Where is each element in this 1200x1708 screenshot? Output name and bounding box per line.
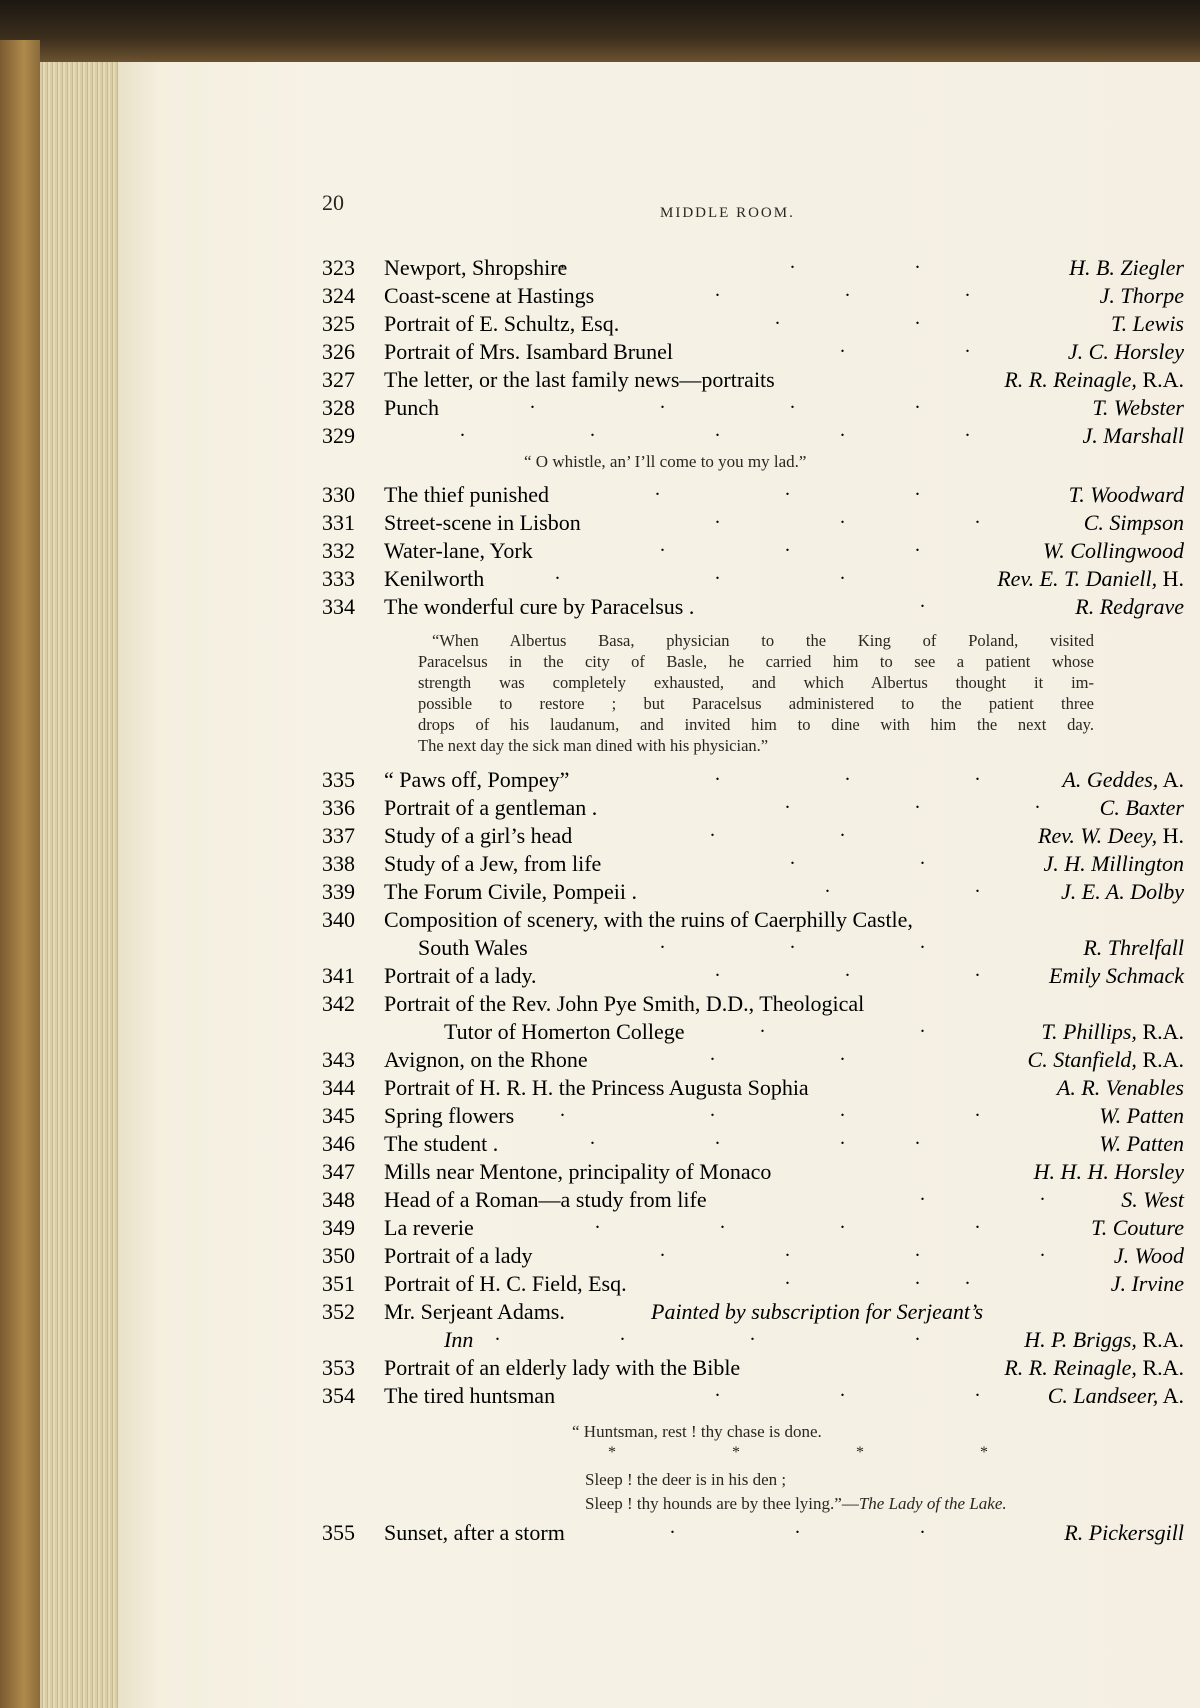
entry-number: 330 <box>322 482 355 507</box>
leader-dot: . <box>715 1127 766 1149</box>
leader-dot: . <box>715 419 766 441</box>
artist-name: T. Couture <box>1091 1215 1184 1240</box>
entry-number: 334 <box>322 594 355 619</box>
quote-354-stars: * * * * <box>608 1444 1044 1461</box>
leader-dot: . <box>975 959 1026 981</box>
entry-title: Portrait of a lady <box>384 1243 533 1268</box>
entry-number: 324 <box>322 283 355 308</box>
entry-title: Newport, Shropshire <box>384 255 568 280</box>
entry-number: 343 <box>322 1047 355 1072</box>
entry-title-continued: South Wales <box>418 935 528 960</box>
entry-number: 325 <box>322 311 355 336</box>
artist-name: Rev. W. Deey, <box>1038 823 1158 848</box>
leader-dot: . <box>555 562 606 584</box>
artist-name: W. Patten <box>1099 1103 1184 1128</box>
artist-name: H. B. Ziegler <box>1069 255 1184 280</box>
entry-artist <box>1069 255 1184 281</box>
entry-number: 353 <box>322 1355 355 1380</box>
artist-name: R. R. Reinagle, <box>1004 367 1137 392</box>
entry-artist <box>1043 538 1184 564</box>
artist-honours: H. <box>1157 823 1184 848</box>
artist-name: Emily Schmack <box>1049 963 1184 988</box>
entry-title: Mr. Serjeant Adams. <box>384 1299 565 1324</box>
entry-artist <box>1099 1103 1184 1129</box>
quote-354-source: The Lady of the Lake. <box>858 1494 1007 1513</box>
leader-dot: . <box>840 1379 891 1401</box>
artist-honours: R.A. <box>1136 367 1184 392</box>
artist-honours: R.A. <box>1136 1047 1184 1072</box>
note-334 <box>418 630 1094 756</box>
entry-title-italic: Painted by subscription for Serjeant’s <box>651 1299 984 1324</box>
entry-title: Sunset, after a storm <box>384 1520 565 1545</box>
entry-artist <box>1057 1075 1184 1101</box>
entry-title: Mills near Mentone, principality of Monaco <box>384 1159 772 1184</box>
leader-dot: . <box>795 1516 846 1538</box>
entry-title: Portrait of a lady. <box>384 963 537 988</box>
entry-title-continued: Inn <box>444 1327 474 1352</box>
leader-dot: . <box>560 251 611 273</box>
quote-329: “ O whistle, an’ I’ll come to you my lad.” <box>524 452 807 471</box>
artist-name: R. Redgrave <box>1075 594 1184 619</box>
entry-title: Portrait of an elderly lady with the Bible <box>384 1355 741 1380</box>
page-header: MIDDLE ROOM. <box>660 205 795 221</box>
leader-dot: . <box>790 251 841 273</box>
artist-name: T. Phillips, <box>1041 1019 1137 1044</box>
leader-dot: . <box>840 562 891 584</box>
artist-honours: R.A. <box>1136 1019 1184 1044</box>
leader-dot: . <box>790 847 841 869</box>
leader-dot: . <box>460 419 511 441</box>
leader-dot: . <box>845 959 896 981</box>
entry-title: Avignon, on the Rhone <box>384 1047 588 1072</box>
leader-dot: . <box>920 1516 971 1538</box>
leader-dot: . <box>715 279 766 301</box>
leader-dot: . <box>1040 1239 1091 1261</box>
artist-name: S. West <box>1121 1187 1184 1212</box>
leader-dot: . <box>660 534 711 556</box>
leader-dot: . <box>845 279 896 301</box>
leader-dot: . <box>595 1211 646 1233</box>
artist-name: T. Webster <box>1092 395 1184 420</box>
artist-name: Rev. E. T. Daniell, <box>997 566 1158 591</box>
artist-name: J. C. Horsley <box>1067 339 1184 364</box>
leader-dot: . <box>920 1183 971 1205</box>
artist-name: R. R. Reinagle, <box>1004 1355 1137 1380</box>
leader-dot: . <box>710 1099 761 1121</box>
entry-number: 333 <box>322 566 355 591</box>
leader-dot: . <box>715 562 766 584</box>
leader-dot: . <box>975 506 1026 528</box>
entry-title: Portrait of the Rev. John Pye Smith, D.D., Theological <box>384 991 865 1016</box>
artist-name: C. Stanfield, <box>1027 1047 1137 1072</box>
entry-artist <box>1084 510 1184 536</box>
note-line: strength was completely exhausted, and which Albertus thought it im- <box>418 673 1094 692</box>
entry-title: Portrait of H. C. Field, Esq. <box>384 1271 627 1296</box>
leader-dot: . <box>1040 1183 1091 1205</box>
leader-dot: . <box>785 1239 836 1261</box>
entry-title: Portrait of a gentleman . <box>384 795 598 820</box>
artist-name: J. Marshall <box>1082 423 1184 448</box>
artist-name: J. H. Millington <box>1043 851 1184 876</box>
entry-number: 342 <box>322 991 355 1016</box>
artist-name: A. Geddes, <box>1062 767 1159 792</box>
leader-dot: . <box>915 391 966 413</box>
leader-dot: . <box>760 1015 811 1037</box>
entry-artist <box>1083 423 1184 449</box>
note-line: The next day the sick man dined with his physician.” <box>418 736 769 755</box>
leader-dot: . <box>965 335 1016 357</box>
artist-name: T. Woodward <box>1068 482 1184 507</box>
leader-dot: . <box>915 1323 966 1345</box>
leader-dot: . <box>495 1323 546 1345</box>
entry-title: The thief punished <box>384 482 549 507</box>
entry-number: 355 <box>322 1520 355 1545</box>
leader-dot: . <box>840 1043 891 1065</box>
entry-title: The Forum Civile, Pompeii . <box>384 879 637 904</box>
artist-honours: R.A. <box>1136 1327 1184 1352</box>
leader-dot: . <box>965 279 1016 301</box>
leader-dot: . <box>975 1379 1026 1401</box>
entry-artist <box>997 566 1184 592</box>
leader-dot: . <box>530 391 581 413</box>
entry-title: Portrait of Mrs. Isambard Brunel <box>384 339 673 364</box>
leader-dot: . <box>915 251 966 273</box>
leader-dot: . <box>785 791 836 813</box>
entry-artist <box>1100 283 1184 309</box>
entry-artist <box>1111 311 1184 337</box>
entry-number: 327 <box>322 367 355 392</box>
entry-title: “ Paws off, Pompey” <box>384 767 570 792</box>
artist-name: H. H. H. Horsley <box>1033 1159 1184 1184</box>
entry-number: 328 <box>322 395 355 420</box>
page-edges <box>40 62 130 1708</box>
leader-dot: . <box>845 763 896 785</box>
artist-name: R. Threlfall <box>1083 935 1184 960</box>
quote-354-line2: Sleep ! the deer is in his den ; <box>585 1470 787 1489</box>
entry-title: The tired huntsman <box>384 1383 556 1408</box>
leader-dot: . <box>715 506 766 528</box>
artist-name: C. Simpson <box>1083 510 1184 535</box>
entry-number: 349 <box>322 1215 355 1240</box>
entry-artist <box>1048 1383 1184 1409</box>
note-line: drops of his laudanum, and invited him to dine with him the next day. <box>418 715 1094 734</box>
artist-name: J. Wood <box>1113 1243 1184 1268</box>
quote-354-text: Sleep ! thy hounds are by thee lying.”— <box>585 1494 859 1513</box>
leader-dot: . <box>840 1127 891 1149</box>
leader-dot: . <box>915 1239 966 1261</box>
leader-dot: . <box>965 419 1016 441</box>
artist-honours: R.A. <box>1136 1355 1184 1380</box>
leader-dot: . <box>715 959 766 981</box>
leader-dot: . <box>920 931 971 953</box>
entry-number: 339 <box>322 879 355 904</box>
entry-artist <box>1068 339 1184 365</box>
entry-artist <box>1024 1327 1184 1353</box>
entry-title: Punch <box>384 395 439 420</box>
entry-number: 341 <box>322 963 355 988</box>
leader-dot: . <box>915 1267 966 1289</box>
entry-title: Head of a Roman—a study from life <box>384 1187 707 1212</box>
entry-title: Coast-scene at Hastings <box>384 283 595 308</box>
artist-honours: A. <box>1158 767 1184 792</box>
entry-artist <box>1075 594 1184 620</box>
leader-dot: . <box>710 819 761 841</box>
artist-name: A. R. Venables <box>1056 1075 1184 1100</box>
leader-dot: . <box>785 478 836 500</box>
artist-name: H. P. Briggs, <box>1024 1327 1137 1352</box>
leader-dot: . <box>670 1516 721 1538</box>
artist-name: R. Pickersgill <box>1064 1520 1184 1545</box>
entry-artist <box>1100 795 1184 821</box>
leader-dot: . <box>965 1267 1016 1289</box>
entry-number: 345 <box>322 1103 355 1128</box>
entry-artist <box>1121 1187 1184 1213</box>
entry-number: 329 <box>322 423 355 448</box>
entry-title: Spring flowers <box>384 1103 515 1128</box>
leader-dot: . <box>915 478 966 500</box>
entry-title: Portrait of E. Schultz, Esq. <box>384 311 620 336</box>
leader-dot: . <box>840 1211 891 1233</box>
artist-name: J. Thorpe <box>1099 283 1184 308</box>
leader-dot: . <box>790 931 841 953</box>
entry-title: Study of a girl’s head <box>384 823 573 848</box>
entry-number: 337 <box>322 823 355 848</box>
entry-title: The wonderful cure by Paracelsus . <box>384 594 695 619</box>
leader-dot: . <box>825 875 876 897</box>
quote-354-line1: “ Huntsman, rest ! thy chase is done. <box>572 1422 822 1441</box>
leader-dot: . <box>660 391 711 413</box>
entry-number: 323 <box>322 255 355 280</box>
entry-title: Water-lane, York <box>384 538 533 563</box>
leader-dot: . <box>715 1379 766 1401</box>
artist-name: T. Lewis <box>1111 311 1184 336</box>
leader-dot: . <box>975 1211 1026 1233</box>
entry-title-continued: Tutor of Homerton College <box>444 1019 685 1044</box>
entry-number: 346 <box>322 1131 355 1156</box>
leader-dot: . <box>785 534 836 556</box>
entry-number: 351 <box>322 1271 355 1296</box>
artist-honours: H. <box>1157 566 1184 591</box>
entry-artist <box>1099 1131 1184 1157</box>
leader-dot: . <box>975 875 1026 897</box>
entry-number: 338 <box>322 851 355 876</box>
leader-dot: . <box>560 1099 611 1121</box>
entry-number: 336 <box>322 795 355 820</box>
leader-dot: . <box>790 391 841 413</box>
entry-artist <box>1028 1047 1184 1073</box>
entry-number: 348 <box>322 1187 355 1212</box>
leader-dot: . <box>750 1323 801 1345</box>
book-cover-spine <box>0 40 40 1708</box>
entry-number: 344 <box>322 1075 355 1100</box>
leader-dot: . <box>840 1099 891 1121</box>
entry-artist <box>1004 1355 1184 1381</box>
leader-dot: . <box>660 1239 711 1261</box>
entry-title: The student . <box>384 1131 499 1156</box>
entry-number: 331 <box>322 510 355 535</box>
leader-dot: . <box>915 534 966 556</box>
artist-name: W. Collingwood <box>1043 538 1184 563</box>
note-line: “When Albertus Basa, physician to the King of Poland, visited <box>432 631 1094 650</box>
artist-name: C. Baxter <box>1099 795 1184 820</box>
entry-title: Street-scene in Lisbon <box>384 510 581 535</box>
entry-number: 354 <box>322 1383 355 1408</box>
note-line: Paracelsus in the city of Basle, he carried him to see a patient whose <box>418 652 1094 671</box>
leader-dot: . <box>920 847 971 869</box>
leader-dot: . <box>920 1015 971 1037</box>
entry-title: Portrait of H. R. H. the Princess Augusta Sophia <box>384 1075 809 1100</box>
leader-dot: . <box>840 506 891 528</box>
entry-number: 347 <box>322 1159 355 1184</box>
artist-name: J. Irvine <box>1110 1271 1184 1296</box>
entry-number: 352 <box>322 1299 355 1324</box>
leader-dot: . <box>710 1043 761 1065</box>
artist-name: J. E. A. Dolby <box>1060 879 1184 904</box>
leader-dot: . <box>840 335 891 357</box>
artist-name: W. Patten <box>1099 1131 1184 1156</box>
leader-dot: . <box>915 307 966 329</box>
entry-number: 326 <box>322 339 355 364</box>
leader-dot: . <box>915 1127 966 1149</box>
leader-dot: . <box>785 1267 836 1289</box>
leader-dot: . <box>720 1211 771 1233</box>
entry-artist <box>1049 963 1184 989</box>
page-number: 20 <box>322 190 344 215</box>
leader-dot: . <box>620 1323 671 1345</box>
entry-artist <box>1043 851 1184 877</box>
leader-dot: . <box>655 478 706 500</box>
entry-title: La reverie <box>384 1215 474 1240</box>
leader-dot: . <box>840 419 891 441</box>
leader-dot: . <box>920 590 971 612</box>
leader-dot: . <box>715 763 766 785</box>
artist-honours: A. <box>1158 1383 1184 1408</box>
entry-artist <box>1114 1243 1184 1269</box>
leader-dot: . <box>660 931 711 953</box>
entry-artist <box>1061 879 1184 905</box>
leader-dot: . <box>590 419 641 441</box>
entry-title: Study of a Jew, from life <box>384 851 602 876</box>
leader-dot: . <box>1035 791 1086 813</box>
entry-artist <box>1111 1271 1184 1297</box>
entry-title: The letter, or the last family news—portraits <box>384 367 775 392</box>
entry-number: 340 <box>322 907 355 932</box>
artist-name: C. Landseer, <box>1047 1383 1159 1408</box>
leader-dot: . <box>915 791 966 813</box>
quote-354-line3 <box>585 1494 1007 1514</box>
leader-dot: . <box>840 819 891 841</box>
entry-number: 335 <box>322 767 355 792</box>
entry-artist <box>1062 767 1184 793</box>
leader-dot: . <box>775 307 826 329</box>
entry-artist <box>1041 1019 1184 1045</box>
leader-dot: . <box>590 1127 641 1149</box>
entry-artist <box>1069 482 1184 508</box>
leader-dot: . <box>975 1099 1026 1121</box>
entry-title: Composition of scenery, with the ruins of Caerphilly Castle, <box>384 907 913 932</box>
entry-artist <box>1004 367 1184 393</box>
book-cover-top <box>0 0 1200 62</box>
entry-title: Kenilworth <box>384 566 485 591</box>
entry-number: 332 <box>322 538 355 563</box>
leader-dot: . <box>975 763 1026 785</box>
entry-artist <box>1034 1159 1184 1185</box>
note-line: possible to restore ; but Paracelsus administered to the patient three <box>418 694 1094 713</box>
entry-artist <box>1091 1215 1184 1241</box>
entry-artist <box>1092 395 1184 421</box>
entry-artist <box>1038 823 1184 849</box>
entry-number: 350 <box>322 1243 355 1268</box>
entry-artist <box>1083 935 1184 961</box>
entry-artist <box>1064 1520 1184 1546</box>
